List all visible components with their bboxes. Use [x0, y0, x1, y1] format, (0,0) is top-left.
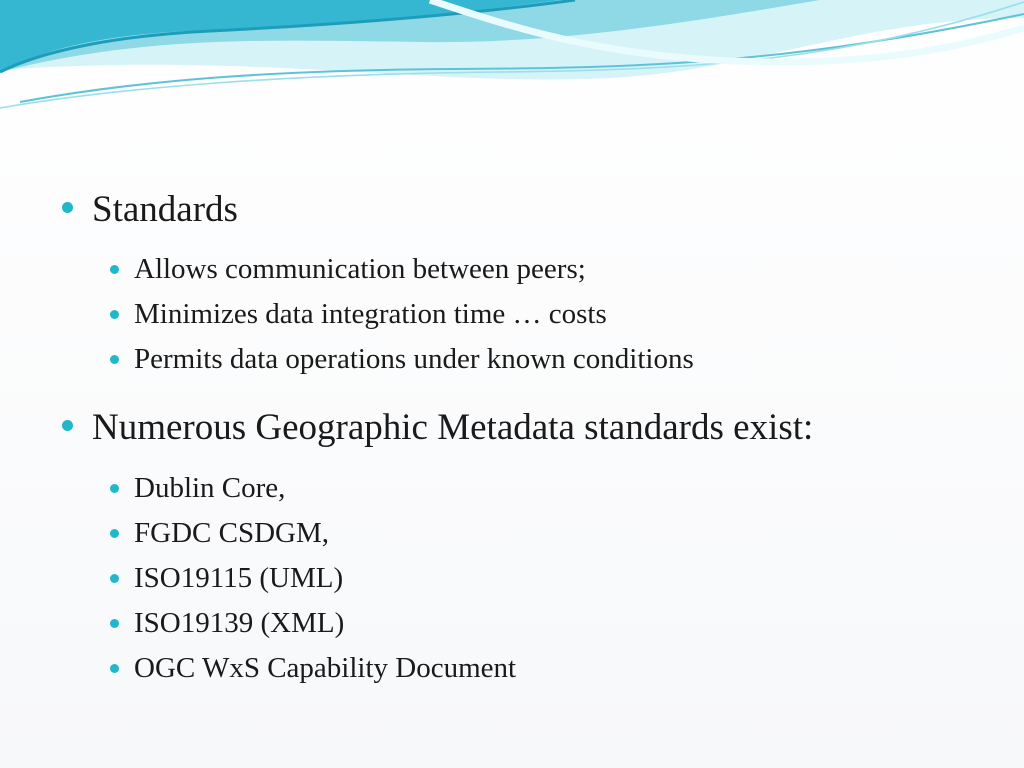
filled-circle-icon	[110, 265, 119, 274]
section-heading-text: Standards	[92, 189, 238, 230]
filled-circle-icon	[110, 619, 119, 628]
list-item-text: Dublin Core,	[134, 472, 286, 504]
list-item	[62, 292, 607, 336]
list-item-text: Minimizes data integration time … costs	[134, 298, 607, 330]
filled-circle-icon	[110, 355, 119, 364]
list-item	[62, 466, 285, 510]
list-item-text: ISO19139 (XML)	[134, 607, 345, 639]
list-item-text: Allows communication between peers;	[134, 253, 586, 285]
wave-decoration-icon	[0, 0, 1024, 130]
section-heading-metadata-standards	[62, 406, 813, 450]
filled-circle-icon	[62, 202, 73, 213]
filled-circle-icon	[110, 664, 119, 673]
list-item	[62, 556, 343, 600]
list-item	[62, 247, 586, 291]
filled-circle-icon	[110, 310, 119, 319]
section-heading-standards	[62, 188, 238, 232]
list-item	[62, 337, 694, 381]
list-item	[62, 646, 516, 690]
filled-circle-icon	[110, 529, 119, 538]
filled-circle-icon	[110, 574, 119, 583]
list-item	[62, 601, 344, 645]
list-item-text: FGDC CSDGM,	[134, 517, 329, 549]
filled-circle-icon	[110, 484, 119, 493]
list-item-text: ISO19115 (UML)	[134, 562, 344, 594]
filled-circle-icon	[62, 420, 73, 431]
list-item	[62, 511, 329, 555]
section-heading-text: Numerous Geographic Metadata standards exist:	[92, 407, 814, 448]
list-item-text: OGC WxS Capability Document	[134, 652, 517, 684]
list-item-text: Permits data operations under known conditions	[134, 343, 694, 375]
